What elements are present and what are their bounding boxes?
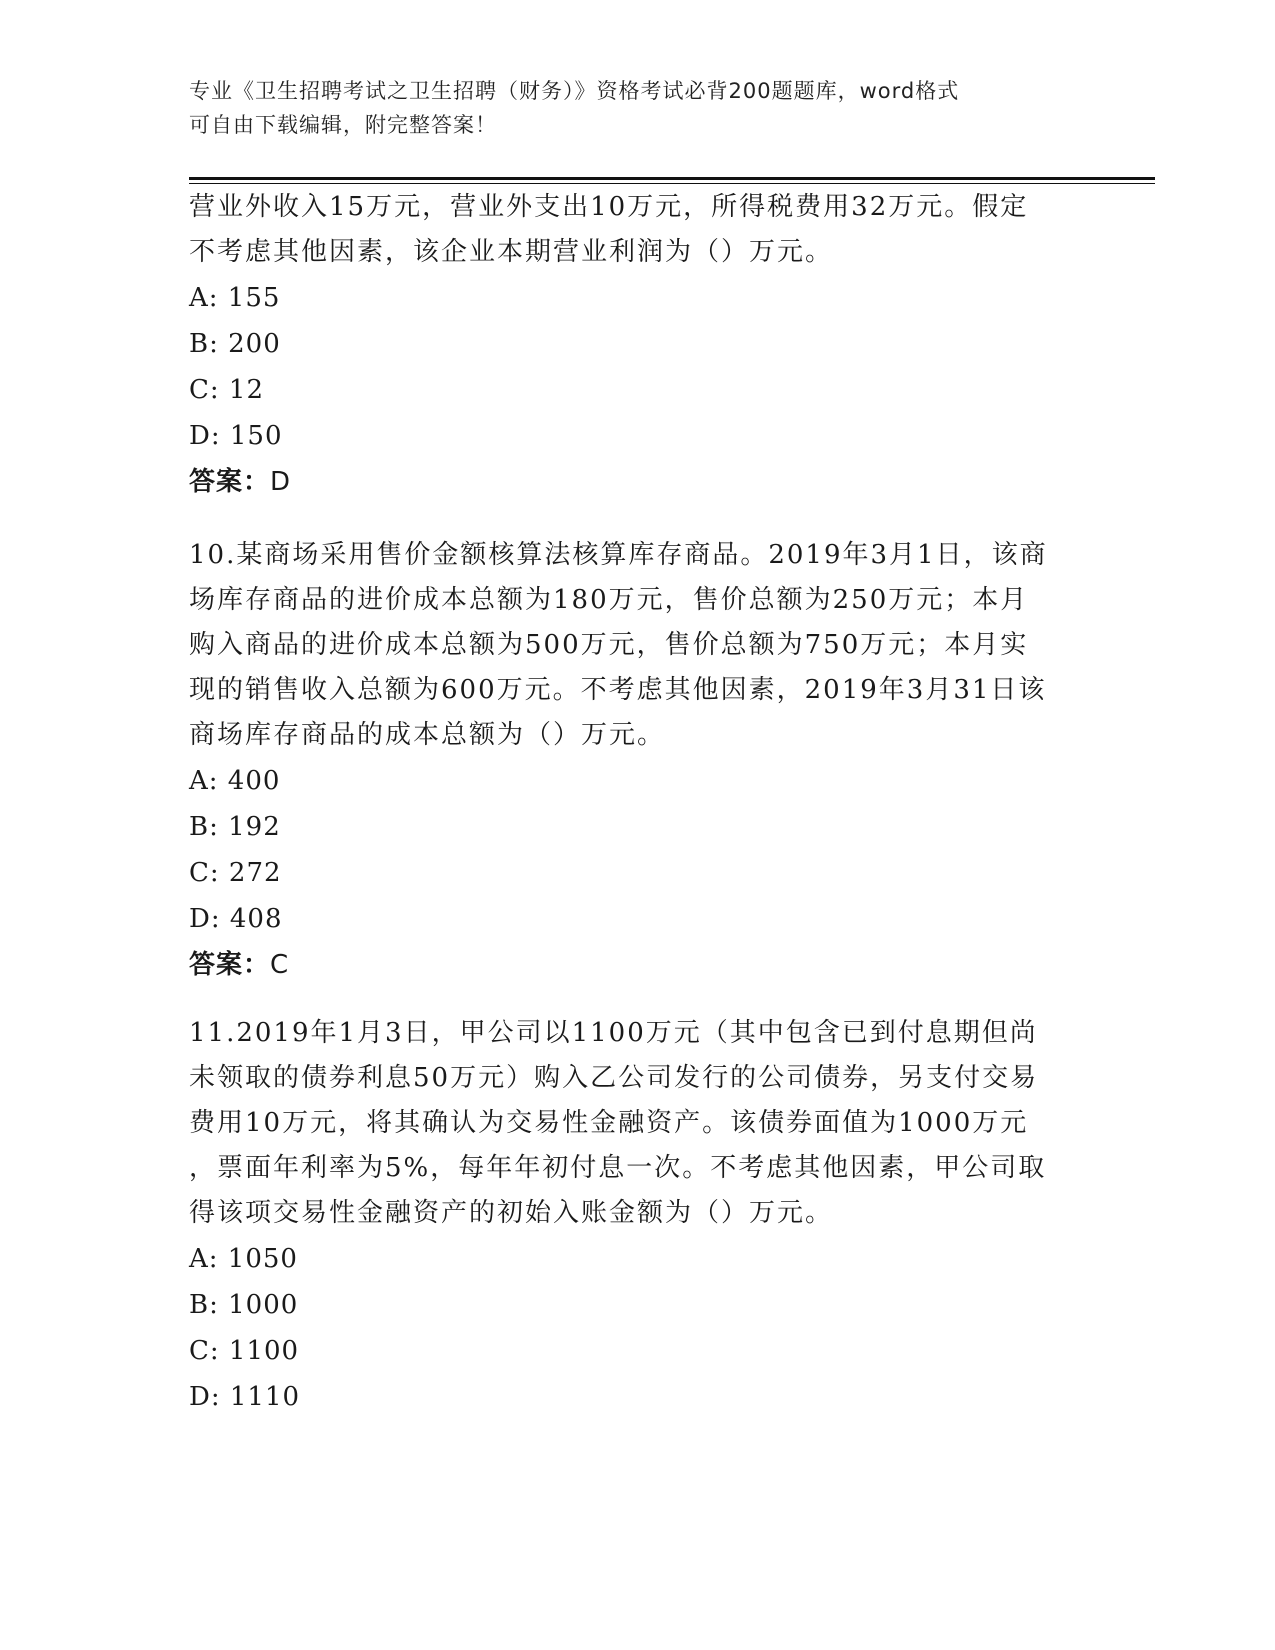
option-d: D: 150	[189, 421, 283, 451]
question-text-line: 费用10万元，将其确认为交易性金融资产。该债券面值为1000万元	[189, 1108, 1029, 1138]
question-text-line: 商场库存商品的成本总额为（）万元。	[189, 720, 666, 750]
answer-label: 答案：	[189, 467, 271, 497]
question-block	[189, 533, 1089, 988]
option-a: A: 155	[189, 283, 281, 313]
option-b: B: 192	[189, 812, 281, 842]
question-text-line: ，票面年利率为5%，每年年初付息一次。不考虑其他因素，甲公司取	[189, 1153, 1047, 1183]
answer-line	[189, 459, 1089, 505]
question-text-line: 11.2019年1月3日，甲公司以1100万元（其中包含已到付息期但尚	[189, 1018, 1038, 1048]
option-c: C: 1100	[189, 1336, 300, 1366]
question-text-line: 未领取的债券利息50万元）购入乙公司发行的公司债券，另支付交易	[189, 1063, 1039, 1093]
question-text-line: 场库存商品的进价成本总额为180万元，售价总额为250万元；本月	[189, 585, 1029, 615]
answer-value: C	[270, 950, 290, 980]
answer-line	[189, 942, 1089, 988]
header-line-2: 可自由下载编辑，附完整答案！	[189, 113, 497, 137]
option-d: D: 1110	[189, 1382, 301, 1412]
header-rule-thick	[189, 177, 1155, 180]
question-text-line: 得该项交易性金融资产的初始入账金额为（）万元。	[189, 1198, 834, 1228]
question-block	[189, 185, 1089, 505]
question-text-line: 不考虑其他因素，该企业本期营业利润为（）万元。	[189, 237, 834, 267]
option-a: A: 400	[189, 766, 281, 796]
answer-value: D	[270, 467, 292, 497]
option-b: B: 200	[189, 329, 281, 359]
document-header	[189, 74, 1069, 142]
question-text-line: 营业外收入15万元，营业外支出10万元，所得税费用32万元。假定	[189, 192, 1029, 222]
question-text-line: 现的销售收入总额为600万元。不考虑其他因素，2019年3月31日该	[189, 675, 1047, 705]
option-a: A: 1050	[189, 1244, 298, 1274]
answer-label: 答案：	[189, 950, 271, 980]
question-block	[189, 1011, 1089, 1420]
question-text-line: 10.某商场采用售价金额核算法核算库存商品。2019年3月1日，该商	[189, 540, 1048, 570]
option-d: D: 408	[189, 904, 283, 934]
option-c: C: 272	[189, 858, 282, 888]
option-b: B: 1000	[189, 1290, 299, 1320]
option-c: C: 12	[189, 375, 265, 405]
header-line-1: 专业《卫生招聘考试之卫生招聘（财务）》资格考试必背200题题库，word格式	[189, 79, 960, 103]
question-text-line: 购入商品的进价成本总额为500万元，售价总额为750万元；本月实	[189, 630, 1029, 660]
header-rule-thin	[189, 183, 1155, 184]
